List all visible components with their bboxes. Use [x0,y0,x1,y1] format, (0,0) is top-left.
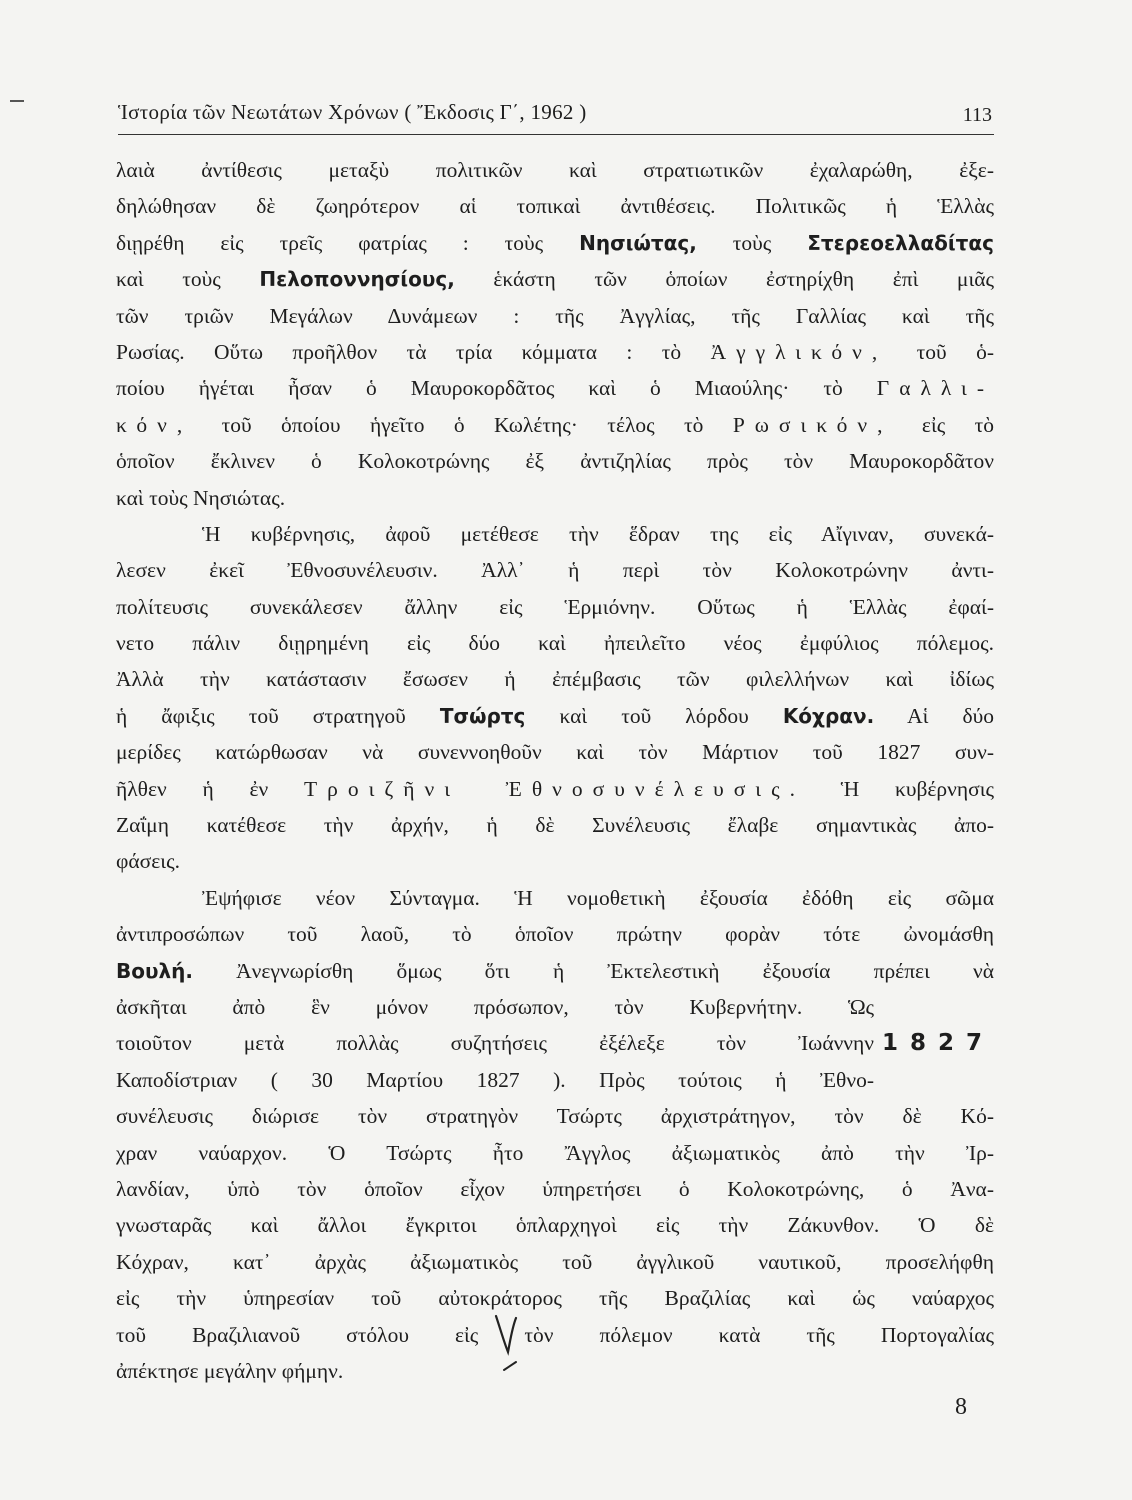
text-line: νετο πάλιν διῃρημένη εἰς δύο καὶ ἠπειλεῖτο νέος ἐμφύλιος πόλεμος. [116,631,994,656]
text-line: ὁποῖον ἔκλινεν ὁ Κολοκοτρώνης ἐξ ἀντιζηλίας πρὸς τὸν Μαυροκορδᾶτον [116,449,994,474]
spaced-term: Ἀγγλικόν, [710,339,888,364]
text-line: καὶ τοὺς Πελοποννησίους, ἑκάστη τῶν ὁποίων ἐστηρίχθη ἐπὶ μιᾶς [116,267,995,292]
bold-term: Βουλή. [116,958,193,983]
text-line: εἰς τὴν ὑπηρεσίαν τοῦ αὐτοκράτορος τῆς Βραζιλίας καὶ ὡς ναύαρχος [116,1286,994,1311]
running-header [118,100,994,135]
text-line: Ρωσίας. Οὕτω προῆλθον τὰ τρία κόμματα : τὸ Ἀγγλικόν, τοῦ ὁ- [116,339,995,364]
text-line: ποίου ἡγέται ἦσαν ὁ Μαυροκορδᾶτος καὶ ὁ Μιαούλης· τὸ Γαλλι- [116,376,995,401]
text-line: μερίδες κατώρθωσαν νὰ συνεννοηθοῦν καὶ τὸν Μάρτιον τοῦ 1827 συν- [116,740,994,765]
text-line: τοῦ Βραζιλιανοῦ στόλου εἰς τὸν πόλεμον κατὰ τῆς Πορτογαλίας [116,1322,994,1347]
text-line: τοιοῦτον μετὰ πολλὰς συζητήσεις ἐξέλεξε τὸν Ἰωάννην 1827 [116,1025,994,1061]
text-line: δηλώθησαν δὲ ζωηρότερον αἱ τοπικαὶ ἀντιθέσεις. Πολιτικῶς ἡ Ἑλλὰς [116,194,994,219]
text-line: συνέλευσις διώρισε τὸν στρατηγὸν Τσώρτς ἀρχιστράτηγον, τὸν δὲ Κό- [116,1104,994,1129]
handwritten-check-mark [490,1312,530,1378]
text-line: καὶ τοὺς Νησιώτας. [116,485,286,510]
text-line: Ἀλλὰ τὴν κατάστασιν ἔσωσεν ἡ ἐπέμβασις τῶν φιλελλήνων καὶ ἰδίως [116,667,994,692]
text-line: τῶν τριῶν Μεγάλων Δυνάμεων : τῆς Ἀγγλίας, τῆς Γαλλίας καὶ τῆς [116,303,994,328]
text-line: Ἐψήφισε νέον Σύνταγμα. Ἡ νομοθετικὴ ἐξουσία ἐδόθη εἰς σῶμα [202,885,994,910]
text-line: Βουλή. Ἀνεγνωρίσθη ὅμως ὅτι ἡ Ἐκτελεστικὴ ἐξουσία πρέπει νὰ [116,958,994,983]
bold-term: Νησιώτας, [579,230,697,255]
text-line: πολίτευσις συνεκάλεσεν ἄλλην εἰς Ἑρμιόνην. Οὕτως ἡ Ἑλλὰς ἐφαί- [116,594,994,619]
text-line: διῃρέθη εἰς τρεῖς φατρίας : τοὺς Νησιώτας, τοὺς Στερεοελλαδίτας [116,230,995,255]
text-line: ἀπέκτησε μεγάλην φήμην. [116,1358,344,1383]
bold-term: Πελοποννησίους, [259,267,455,292]
margin-dash [10,100,24,102]
bold-term: Κόχραν. [782,703,875,728]
text-line: Ζαΐμη κατέθεσε τὴν ἀρχήν, ἡ δὲ Συνέλευσις ἔλαβε σημαντικὰς ἀπο- [116,813,994,838]
spaced-term: κόν, [116,412,193,437]
spaced-term: Ρωσικόν, [732,412,893,437]
text-line: φάσεις. [116,849,180,874]
spaced-term: Γαλλι- [876,376,995,401]
bold-term: Τσώρτς [439,703,526,728]
text-line: Καποδίστριαν ( 30 Μαρτίου 1827 ). Πρὸς τούτοις ἡ Ἐθνο- [116,1067,874,1092]
text-line: Ἡ κυβέρνησις, ἀφοῦ μετέθεσε τὴν ἕδραν της εἰς Αἴγιναν, συνεκά- [202,521,994,546]
signature-number: 8 [955,1394,967,1420]
bold-term: Στερεοελλαδίτας [807,230,995,255]
spaced-term: Τροιζῆνι Ἐθνοσυνέλευσις. [303,776,805,801]
text-line: γνωσταρᾶς καὶ ἄλλοι ἔγκριτοι ὁπλαρχηγοὶ εἰς τὴν Ζάκυνθον. Ὁ δὲ [116,1213,994,1238]
text-line: λεσεν ἐκεῖ Ἐθνοσυνέλευσιν. Ἀλλ᾿ ἡ περὶ τὸν Κολοκοτρώνην ἀντι- [116,558,994,583]
text-line: Κόχραν, κατ᾿ ἀρχὰς ἀξιωματικὸς τοῦ ἀγγλικοῦ ναυτικοῦ, προσελήφθη [116,1249,994,1274]
margin-year: 1827 [881,1030,994,1057]
header-title: Ἱστορία τῶν Νεωτάτων Χρόνων ( Ἔκδοσις Γ΄, 1962 ) [118,100,587,124]
body-text [116,152,994,1389]
text-line: ῆλθεν ἡ ἐν Τροιζῆνι Ἐθνοσυνέλευσις. Ἡ κυβέρνησις [116,776,995,801]
text-line: λαιὰ ἀντίθεσις μεταξὺ πολιτικῶν καὶ στρατιωτικῶν ἐχαλαρώθη, ἐξε- [116,158,994,182]
text-line: ἀντιπροσώπων τοῦ λαοῦ, τὸ ὁποῖον πρώτην φορὰν τότε ὠνομάσθη [116,922,994,947]
header-page-number: 113 [962,104,992,126]
text-line: χραν ναύαρχον. Ὁ Τσώρτς ἦτο Ἄγγλος ἀξιωματικὸς ἀπὸ τὴν Ἰρ- [116,1140,994,1165]
text-line: κόν, τοῦ ὁποίου ἡγεῖτο ὁ Κωλέτης· τέλος τὸ Ρωσικόν, εἰς τὸ [116,412,995,437]
text-line: ἀσκῆται ἀπὸ ἓν μόνον πρόσωπον, τὸν Κυβερνήτην. Ὡς [116,994,874,1019]
text-line: λανδίαν, ὑπὸ τὸν ὁποῖον εἶχον ὑπηρετήσει ὁ Κολοκοτρώνης, ὁ Ἀνα- [116,1176,994,1201]
text-line: ἡ ἄφιξις τοῦ στρατηγοῦ Τσώρτς καὶ τοῦ λόρδου Κόχραν. Αἱ δύο [116,703,995,728]
